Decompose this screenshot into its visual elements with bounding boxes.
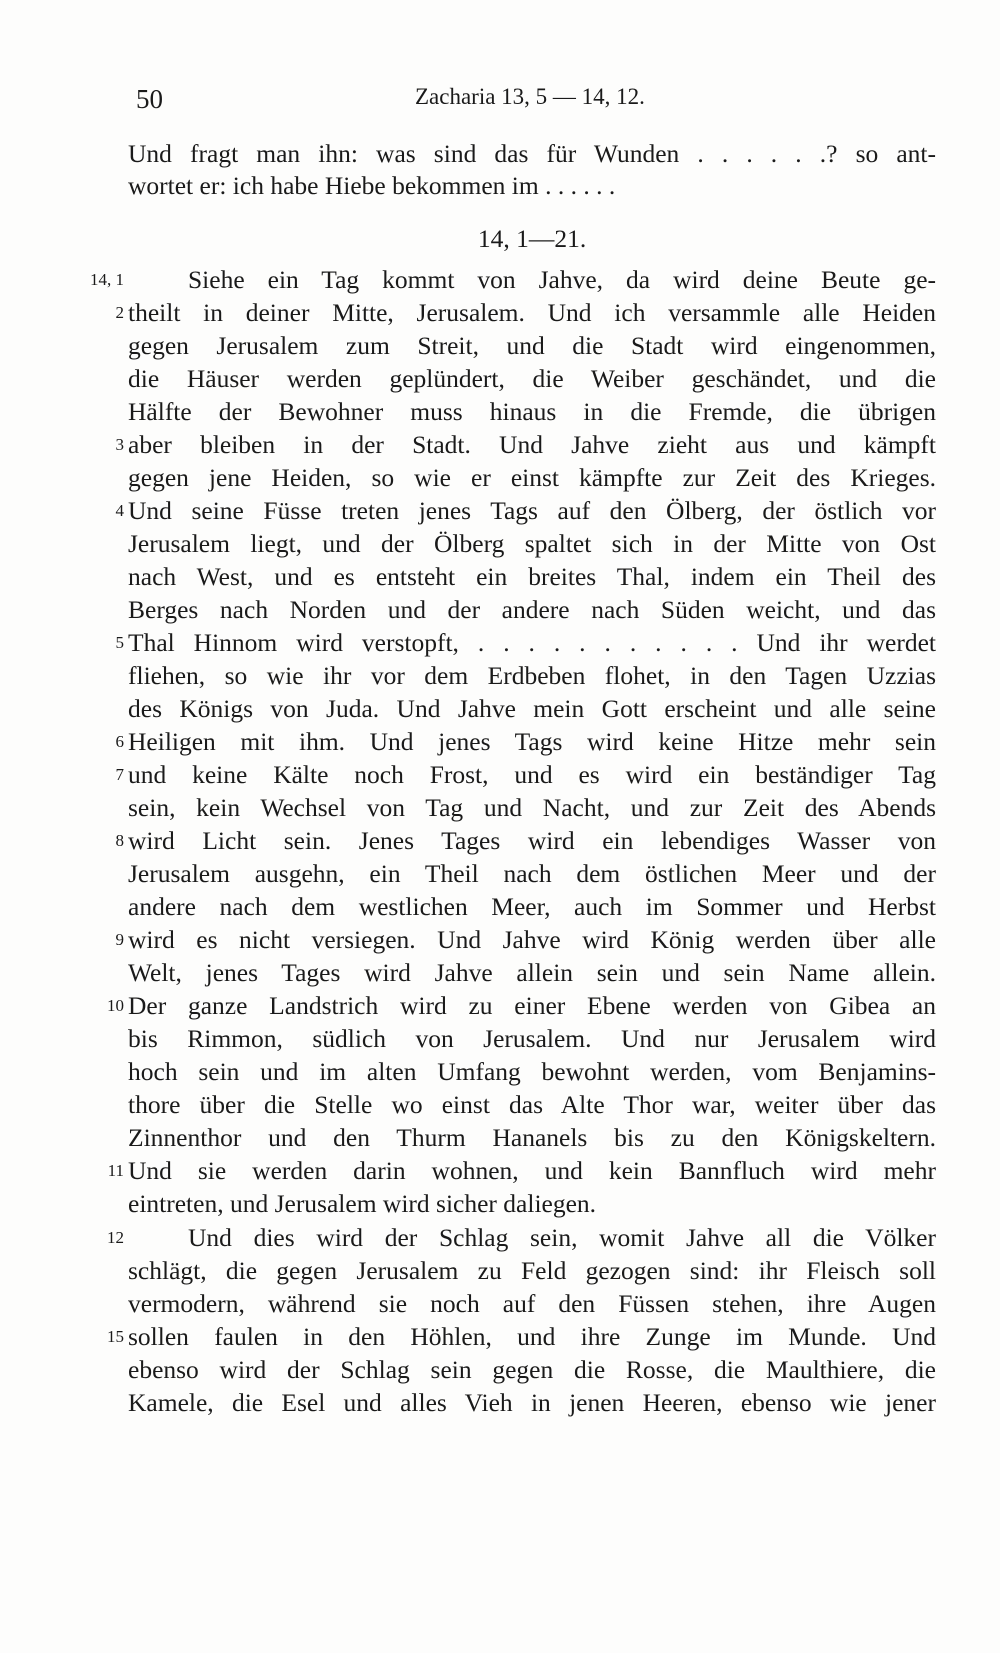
text-line: sein, kein Wechsel von Tag und Nacht, und zur Zeit des Abends	[128, 793, 936, 822]
text-line: Und sie werden darin wohnen, und kein Bannfluch wird mehr	[128, 1156, 936, 1185]
verse-number: 8	[115, 831, 124, 850]
verse-number: 4	[115, 501, 124, 520]
text-line: Zinnenthor und den Thurm Hananels bis zu den Königskeltern.	[128, 1123, 936, 1152]
text-line: vermodern, während sie noch auf den Füssen stehen, ihre Augen	[128, 1289, 936, 1318]
text-line: Jerusalem liegt, und der Ölberg spaltet sich in der Mitte von Ost	[128, 529, 936, 558]
text-line: Kamele, die Esel und alles Vieh in jenen Heeren, ebenso wie jener	[128, 1388, 936, 1417]
text-line: nach West, und es entsteht ein breites Thal, indem ein Theil des	[128, 562, 936, 591]
text-line: Heiligen mit ihm. Und jenes Tags wird keine Hitze mehr sein	[128, 727, 936, 756]
verse-number: 7	[115, 765, 124, 784]
text-line: wird es nicht versiegen. Und Jahve wird König werden über alle	[128, 925, 936, 954]
text-line: Hälfte der Bewohner muss hinaus in die Fremde, die übrigen	[128, 397, 936, 426]
verse-number: 6	[115, 732, 124, 751]
verse-number: 3	[115, 435, 124, 454]
text-line: Und dies wird der Schlag sein, womit Jahve all die Völker	[188, 1223, 936, 1252]
text-line: theilt in deiner Mitte, Jerusalem. Und ich versammle alle Heiden	[128, 298, 936, 327]
text-line: sollen faulen in den Höhlen, und ihre Zunge im Munde. Und	[128, 1322, 936, 1351]
text-line: Berges nach Norden und der andere nach Süden weicht, und das	[128, 595, 936, 624]
text-line: bis Rimmon, südlich von Jerusalem. Und nur Jerusalem wird	[128, 1024, 936, 1053]
text-line: gegen jene Heiden, so wie er einst kämpfte zur Zeit des Krieges.	[128, 463, 936, 492]
text-line: eintreten, und Jerusalem wird sicher daliegen.	[128, 1189, 597, 1218]
text-line: fliehen, so wie ihr vor dem Erdbeben flohet, in den Tagen Uzzias	[128, 661, 936, 690]
text-line: gegen Jerusalem zum Streit, und die Stadt wird eingenommen,	[128, 331, 936, 360]
verse-number: 5	[115, 633, 124, 652]
text-line: wortet er: ich habe Hiebe bekommen im . . . . . .	[128, 171, 616, 200]
text-line: Jerusalem ausgehn, ein Theil nach dem östlichen Meer und der	[128, 859, 936, 888]
text-line: die Häuser werden geplündert, die Weiber geschändet, und die	[128, 364, 936, 393]
text-line: hoch sein und im alten Umfang bewohnt werden, vom Benjamins-	[128, 1057, 936, 1086]
text-line: und keine Kälte noch Frost, und es wird ein beständiger Tag	[128, 760, 936, 789]
text-line: Und seine Füsse treten jenes Tags auf den Ölberg, der östlich vor	[128, 496, 936, 525]
verse-number: 2	[115, 303, 124, 322]
text-line: ebenso wird der Schlag sein gegen die Rosse, die Maulthiere, die	[128, 1355, 936, 1384]
text-line: Welt, jenes Tages wird Jahve allein sein und sein Name allein.	[128, 958, 936, 987]
text-line: Thal Hinnom wird verstopft, . . . . . . . . . . . Und ihr werdet	[128, 628, 936, 657]
text-line: Der ganze Landstrich wird zu einer Ebene werden von Gibea an	[128, 991, 936, 1020]
text-line: andere nach dem westlichen Meer, auch im Sommer und Herbst	[128, 892, 936, 921]
verse-number: 10	[107, 996, 124, 1015]
text-line: des Königs von Juda. Und Jahve mein Gott erscheint und alle seine	[128, 694, 936, 723]
verse-number: 12	[107, 1228, 124, 1247]
verse-number: 14, 1	[90, 270, 124, 289]
running-title: Zacharia 13, 5 — 14, 12.	[415, 84, 645, 109]
verse-number: 9	[115, 930, 124, 949]
text-line: wird Licht sein. Jenes Tages wird ein lebendiges Wasser von	[128, 826, 936, 855]
text-line: schlägt, die gegen Jerusalem zu Feld gezogen sind: ihr Fleisch soll	[128, 1256, 936, 1285]
text-line: aber bleiben in der Stadt. Und Jahve zieht aus und kämpft	[128, 430, 936, 459]
text-line: thore über die Stelle wo einst das Alte Thor war, weiter über das	[128, 1090, 936, 1119]
verse-number: 15	[107, 1327, 124, 1346]
section-heading: 14, 1—21.	[477, 224, 587, 253]
text-line: Und fragt man ihn: was sind das für Wunden . . . . . .? so ant-	[128, 139, 936, 168]
verse-number: 11	[107, 1161, 124, 1180]
page-number: 50	[136, 84, 163, 114]
text-line: Siehe ein Tag kommt von Jahve, da wird deine Beute ge-	[188, 265, 936, 294]
running-head	[130, 80, 930, 120]
